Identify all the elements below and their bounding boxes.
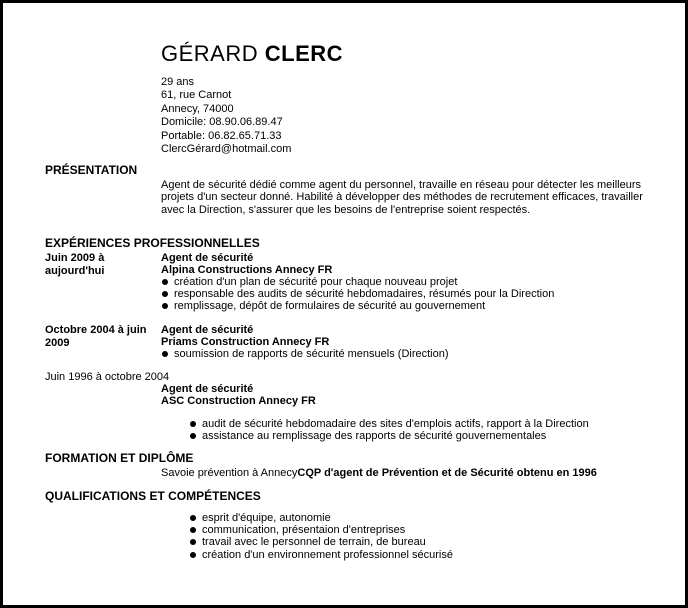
presentation-text: Agent de sécurité dédié comme agent du personnel, travaille en réseau pour détecter les meilleurs projets d'un secteur donné. Habilité à développer des méthodes de recrutement efficaces, travailler avec la Direction, s'assurer que les besoins de l'entreprise soient respectés. [161,179,643,216]
contact-city: Annecy, 74000 [161,102,234,115]
contact-age: 29 ans [161,76,195,88]
contact-mobile-phone: Portable: 06.82.65.71.33 [161,129,282,142]
job-dates: Octobre 2004 à juin 2009 [45,324,147,349]
list-item: audit de sécurité hebdomadaire des sites d'emplois actifs, rapport à la Direction [189,418,589,430]
job-title: Agent de sécurité [161,324,254,336]
job-company: Alpina Constructions Annecy FR [161,264,333,276]
job-bullets [161,348,449,360]
job-dates: Juin 2009 à aujourd'hui [45,252,105,277]
list-item: assistance au remplissage des rapports de sécurité gouvernementales [189,430,589,442]
list-item: création d'un plan de sécurité pour chaque nouveau projet [161,276,554,288]
job-company: ASC Construction Annecy FR [161,395,316,407]
qualifications-list [189,512,453,561]
job-dates: Juin 1996 à octobre 2004 [45,371,170,383]
job-title: Agent de sécurité [161,252,254,264]
job-bullets [161,276,554,313]
job-title: Agent de sécurité [161,383,254,395]
contact-email: ClercGérard@hotmail.com [161,143,292,156]
formation-degree: CQP d'agent de Prévention et de Sécurité obtenu en 1996 [297,467,597,479]
presentation-heading: PRÉSENTATION [45,163,138,177]
list-item: remplissage, dépôt de formulaires de sécurité au gouvernement [161,300,554,312]
qualifications-heading: QUALIFICATIONS ET COMPÉTENCES [45,489,261,503]
job-company: Priams Construction Annecy FR [161,336,330,348]
list-item: création d'un environnement professionnel sécurisé [189,549,453,561]
list-item: travail avec le personnel de terrain, de bureau [189,536,453,548]
list-item: soumission de rapports de sécurité mensuels (Direction) [161,348,449,360]
formation-school: Savoie prévention à Annecy [161,467,298,479]
first-name: GÉRARD [161,41,259,66]
contact-street: 61, rue Carnot [161,89,232,102]
job-bullets [189,418,589,442]
formation-heading: FORMATION ET DIPLÔME [45,451,194,465]
candidate-name [161,41,343,67]
experience-heading: EXPÉRIENCES PROFESSIONNELLES [45,236,260,250]
last-name: CLERC [264,41,344,66]
contact-block [161,76,291,156]
list-item: communication, présentaion d'entreprises [189,524,453,536]
list-item: esprit d'équipe, autonomie [189,512,453,524]
formation-line [161,467,597,479]
list-item: responsable des audits de sécurité hebdomadaires, résumés pour la Direction [161,288,554,300]
contact-home-phone: Domicile: 08.90.06.89.47 [161,116,283,129]
